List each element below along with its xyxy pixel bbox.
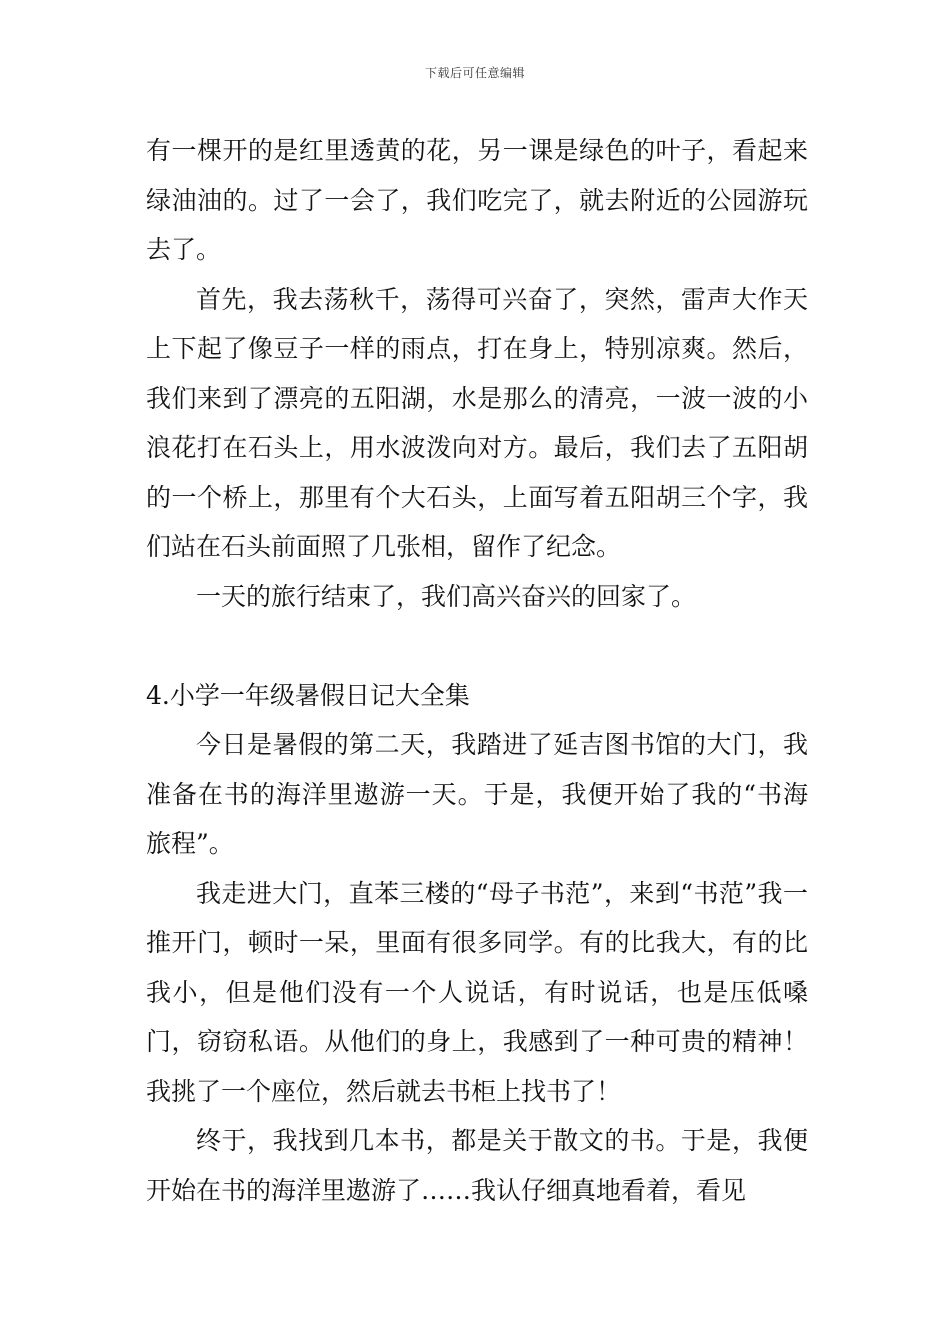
paragraph-reading-room: 我走进大门，直苯三楼的“母子书范”，来到“书范”我一推开门，顿时一呆，里面有很多同学。有的比我大，有的比我小，但是他们没有一个人说话，有时说话，也是压低嗓门，窃窃私语。从他们的身上，我感到了一种可贵的精神！我挑了一个座位，然后就去书柜上找书了！ xyxy=(146,878,808,1106)
page-header: 下载后可任意编辑 xyxy=(424,66,525,80)
section-heading: 4.小学一年级暑假日记大全集 xyxy=(146,680,470,710)
paragraph-park-flowers: 有一棵开的是红里透黄的花，另一课是绿色的叶子，看起来绿油油的。过了一会了，我们吃完了，就去附近的公园游玩去了。 xyxy=(146,136,808,264)
paragraph-library-entry: 今日是暑假的第二天，我踏进了延吉图书馆的大门，我准备在书的海洋里遨游一天。于是，我便开始了我的“书海旅程”。 xyxy=(146,730,808,858)
document-body xyxy=(146,126,808,1215)
paragraph-swing-lake: 首先，我去荡秋千，荡得可兴奋了，突然，雷声大作天上下起了像豆子一样的雨点，打在身上，特别凉爽。然后，我们来到了漂亮的五阳湖，水是那么的清亮，一波一波的小浪花打在石头上，用水波泼向对方。最后，我们去了五阳胡的一个桥上，那里有个大石头，上面写着五阳胡三个字，我们站在石头前面照了几张相，留作了纪念。 xyxy=(146,284,808,561)
paragraph-found-books: 终于，我找到几本书，都是关于散文的书。于是，我便开始在书的海洋里遨游了……我认仔细真地看着，看见 xyxy=(146,1126,808,1205)
paragraph-trip-end: 一天的旅行结束了，我们高兴奋兴的回家了。 xyxy=(196,581,697,611)
